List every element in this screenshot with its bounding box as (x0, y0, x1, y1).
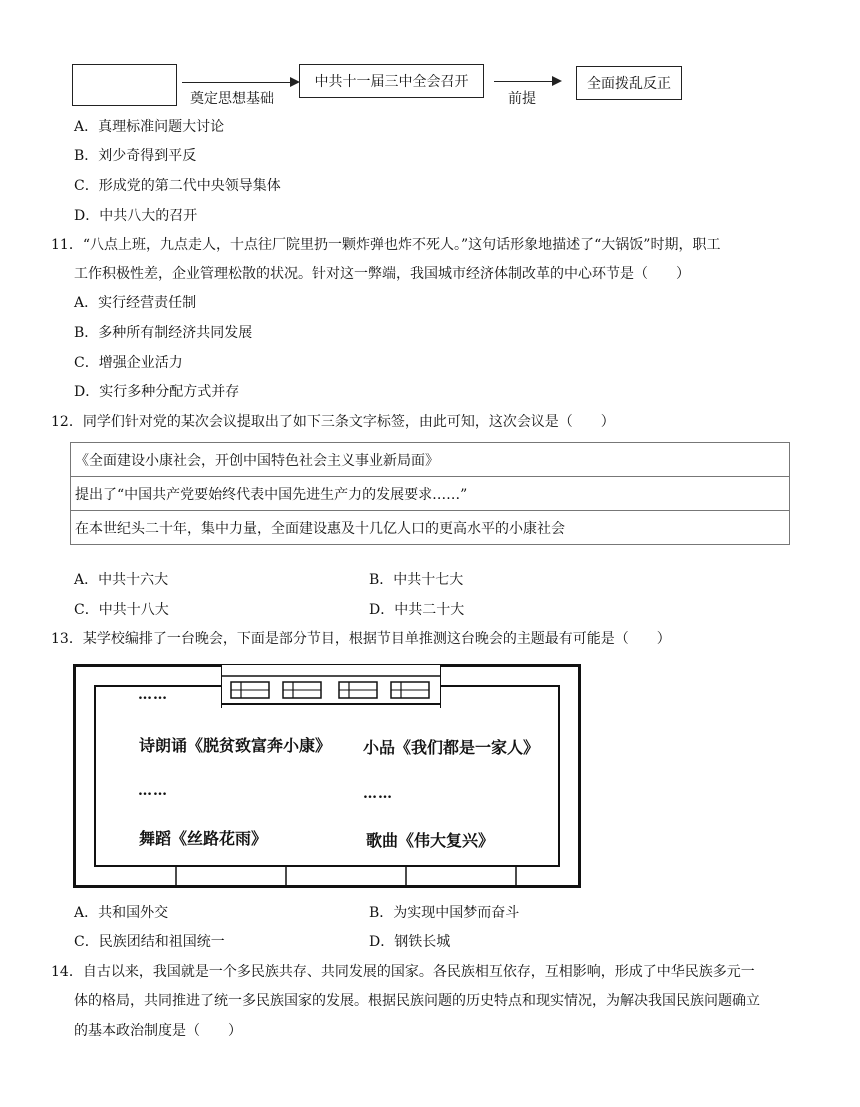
q13-stem: 13．某学校编排了一台晚会，下面是部分节目，根据节目单推测这台晚会的主题最有可能是（ ） (51, 631, 671, 647)
q11-option-b[interactable]: B．多种所有制经济共同发展 (74, 325, 253, 341)
q12-label-table (70, 442, 790, 545)
flow-arrow-2 (494, 81, 554, 82)
q12-option-d[interactable]: D．中共二十大 (369, 602, 465, 618)
flow-box-plenum: 中共十一届三中全会召开 (299, 64, 484, 98)
poster-dots-2: …… (138, 783, 168, 799)
q14-stem-line2: 体的格局，共同推进了统一多民族国家的发展。根据民族问题的历史特点和现实情况，为解决我国民族问题确立 (74, 993, 760, 1009)
flow-arrow-1 (182, 82, 292, 83)
program-poster (73, 664, 581, 888)
q14-stem-line3: 的基本政治制度是（ ） (74, 1023, 242, 1039)
poster-bottom-ticks (76, 867, 578, 885)
q13-option-a[interactable]: A．共和国外交 (74, 905, 169, 921)
flow-arrow-2-head (552, 76, 562, 86)
q11-stem-line1: 11．“八点上班，九点走人，十点往厂院里扔一颗炸弹也炸不死人。”这句话形象地描述了“大锅饭”时期，职工 (51, 237, 721, 253)
flow-arrow-1-label: 奠定思想基础 (190, 91, 274, 107)
poster-dots-1: …… (138, 687, 168, 703)
poster-program-2: 小品《我们都是一家人》 (363, 738, 540, 757)
q13-option-b[interactable]: B．为实现中国梦而奋斗 (369, 905, 520, 921)
q13-option-d[interactable]: D．钢铁长城 (369, 934, 451, 950)
flow-box-blank (72, 64, 177, 106)
q10-option-c[interactable]: C．形成党的第二代中央领导集体 (74, 178, 281, 194)
q12-option-b[interactable]: B．中共十七大 (369, 572, 464, 588)
q11-stem-line2: 工作积极性差，企业管理松散的状况。针对这一弊端，我国城市经济体制改革的中心环节是（ ） (74, 266, 690, 282)
q10-option-a[interactable]: A．真理标准问题大讨论 (74, 119, 225, 135)
q10-option-d[interactable]: D．中共八大的召开 (74, 208, 198, 224)
poster-program-1: 诗朗诵《脱贫致富奔小康》 (139, 736, 332, 755)
q12-option-c[interactable]: C．中共十八大 (74, 602, 169, 618)
q11-option-c[interactable]: C．增强企业活力 (74, 355, 183, 371)
q11-option-a[interactable]: A．实行经营责任制 (74, 295, 197, 311)
q12-label-3: 在本世纪头二十年，集中力量，全面建设惠及十几亿人口的更高水平的小康社会 (71, 511, 790, 545)
q12-option-a[interactable]: A．中共十六大 (74, 572, 169, 588)
flow-arrow-2-label: 前提 (508, 91, 536, 107)
q14-stem-line1: 14．自古以来，我国就是一个多民族共存、共同发展的国家。各民族相互依存，互相影响，形成了中华民族多元一 (51, 964, 755, 980)
poster-program-4: 歌曲《伟大复兴》 (366, 831, 495, 850)
q12-stem: 12．同学们针对党的某次会议提取出了如下三条文字标签，由此可知，这次会议是（ ） (51, 414, 615, 430)
q12-label-1: 《全面建设小康社会，开创中国特色社会主义事业新局面》 (71, 443, 790, 477)
q11-option-d[interactable]: D．实行多种分配方式并存 (74, 384, 240, 400)
q12-label-2: 提出了“中国共产党要始终代表中国先进生产力的发展要求……” (71, 477, 790, 511)
poster-dots-3: …… (363, 786, 393, 802)
poster-ornament (221, 664, 441, 708)
flow-box-result: 全面拨乱反正 (576, 66, 682, 100)
q10-option-b[interactable]: B．刘少奇得到平反 (74, 148, 197, 164)
poster-program-3: 舞蹈《丝路花雨》 (139, 829, 268, 848)
q13-option-c[interactable]: C．民族团结和祖国统一 (74, 934, 225, 950)
